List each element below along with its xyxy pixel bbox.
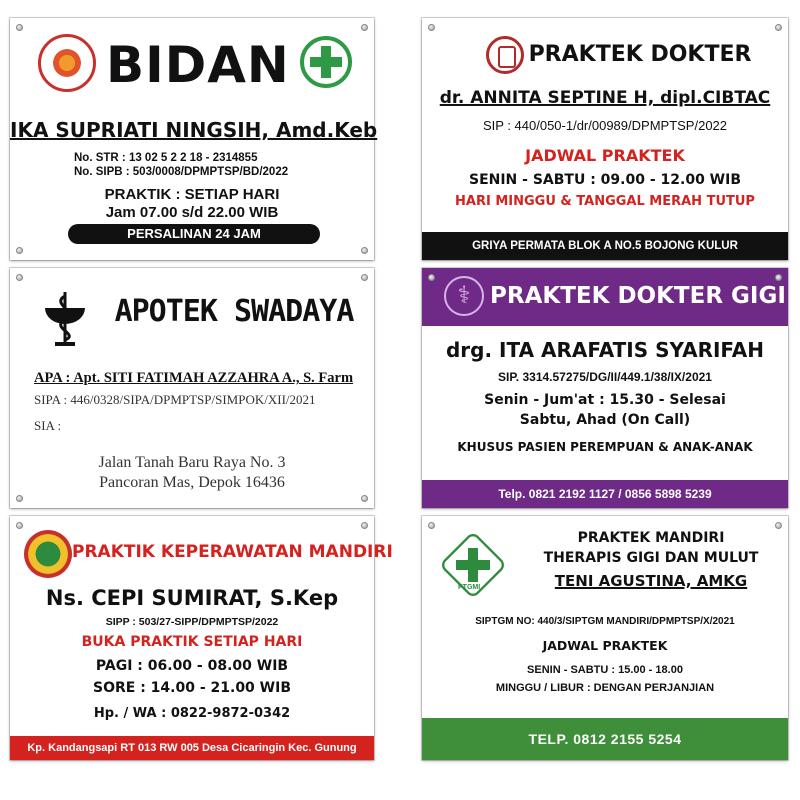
heading-line-2: THERAPIS GIGI DAN MULUT: [543, 550, 759, 566]
closed-notice: HARI MINGGU & TANGGAL MERAH TUTUP: [455, 194, 755, 209]
schedule-heading: JADWAL PRAKTEK: [525, 146, 685, 165]
logo-label: PTGMI: [458, 584, 481, 591]
practice-hours-holiday: MINGGU / LIBUR : DENGAN PERJANJIAN: [495, 682, 715, 694]
status-badge: PERSALINAN 24 JAM: [68, 224, 320, 244]
sia-number: SIA :: [34, 418, 62, 433]
sign-praktek-dokter: [422, 18, 788, 260]
morning-hours: PAGI : 06.00 - 08.00 WIB: [95, 658, 289, 674]
screw-icon: [775, 274, 782, 281]
sip-number: SIP : 440/050-1/dr/00989/DPMPTSP/2022: [482, 118, 728, 133]
screw-icon: [361, 274, 368, 281]
practitioner-name: drg. ITA ARAFATIS SYARIFAH: [445, 338, 764, 362]
screw-icon: [775, 24, 782, 31]
address-bar: GRIYA PERMATA BLOK A NO.5 BOJONG KULUR: [422, 232, 788, 260]
address-line-2: Pancoran Mas, Depok 16436: [99, 474, 285, 491]
practice-hours: SENIN - SABTU : 09.00 - 12.00 WIB: [468, 172, 742, 188]
screw-icon: [361, 522, 368, 529]
ppni-logo-icon: [24, 530, 72, 578]
practice-days: PRAKTIK : SETIAP HARI: [104, 186, 280, 203]
phone-number: Hp. / WA : 0822-9872-0342: [93, 706, 291, 721]
sign-apotek: [10, 268, 374, 508]
phone-bar: Telp. 0821 2192 1127 / 0856 5898 5239: [422, 480, 788, 508]
screw-icon: [16, 24, 23, 31]
sipp-number: SIPP : 503/27-SIPP/DPMPTSP/2022: [105, 616, 279, 628]
sign-bidan: [10, 18, 378, 260]
screw-icon: [428, 522, 435, 529]
green-cross-icon: [456, 548, 490, 582]
address-line-1: Jalan Tanah Baru Raya No. 3: [98, 454, 286, 471]
screw-icon: [16, 274, 23, 281]
practice-hours-weekday: Senin - Jum'at : 15.30 - Selesai: [484, 392, 726, 408]
screw-icon: [428, 24, 435, 31]
screw-icon: [16, 247, 23, 254]
phone-bar: TELP. 0812 2155 5254: [422, 718, 788, 760]
sign-title: APOTEK SWADAYA: [114, 294, 354, 329]
open-notice: BUKA PRAKTIK SETIAP HARI: [81, 634, 303, 650]
sipb-number: No. SIPB : 503/0008/DPMPTSP/BD/2022: [74, 166, 289, 178]
sip-number: SIP. 3314.57275/DG/II/449.1/38/IX/2021: [498, 370, 712, 384]
evening-hours: SORE : 14.00 - 21.00 WIB: [93, 680, 291, 696]
str-number: No. STR : 13 02 5 2 2 18 - 2314855: [74, 152, 258, 164]
practitioner-name: dr. ANNITA SEPTINE H, dipl.CIBTAC: [439, 88, 771, 108]
screw-icon: [361, 495, 368, 502]
practice-hours-weekday: SENIN - SABTU : 15.00 - 18.00: [527, 664, 683, 676]
siptgm-number: SIPTGM NO: 440/3/SIPTGM MANDIRI/DPMPTSP/X/2021: [475, 616, 735, 627]
midwife-logo-icon: [38, 34, 96, 92]
sign-title: PRAKTIK KEPERAWATAN MANDIRI: [72, 542, 393, 562]
practitioner-name: IKA SUPRIATI NINGSIH, Amd.Keb: [10, 118, 378, 142]
practice-hours: Jam 07.00 s/d 22.00 WIB: [105, 204, 279, 221]
screw-icon: [775, 522, 782, 529]
practice-hours-weekend: Sabtu, Ahad (On Call): [519, 412, 691, 428]
screw-icon: [428, 274, 435, 281]
schedule-heading: JADWAL PRAKTEK: [542, 638, 668, 653]
pdgi-logo-icon: [444, 276, 484, 316]
address-bar: Kp. Kandangsapi RT 013 RW 005 Desa Cicaringin Kec. Gunung Kencana: [10, 736, 374, 760]
heading-line-1: PRAKTEK MANDIRI: [577, 530, 725, 546]
sign-praktik-keperawatan: [10, 516, 393, 778]
screw-icon: [16, 495, 23, 502]
sipa-number: SIPA : 446/0328/SIPA/DPMPTSP/SIMPOK/XII/2021: [34, 392, 316, 407]
screw-icon: [16, 522, 23, 529]
screw-icon: [361, 24, 368, 31]
sign-title: PRAKTEK DOKTER GIGI: [490, 283, 786, 309]
pharmacy-bowl-icon: [40, 290, 90, 348]
sign-title: BIDAN: [106, 36, 290, 94]
medical-cross-icon: [300, 36, 352, 88]
sign-therapis-gigi: [422, 516, 788, 760]
apa-line: APA : Apt. SITI FATIMAH AZZAHRA A., S. Farm: [34, 370, 354, 386]
sign-praktek-dokter-gigi: [422, 268, 788, 508]
practitioner-name: Ns. CEPI SUMIRAT, S.Kep: [45, 586, 339, 610]
practitioner-name: TENI AGUSTINA, AMKG: [554, 572, 748, 590]
patient-notice: KHUSUS PASIEN PEREMPUAN & ANAK-ANAK: [457, 440, 753, 454]
screw-icon: [361, 247, 368, 254]
sign-title: PRAKTEK DOKTER: [528, 42, 752, 67]
